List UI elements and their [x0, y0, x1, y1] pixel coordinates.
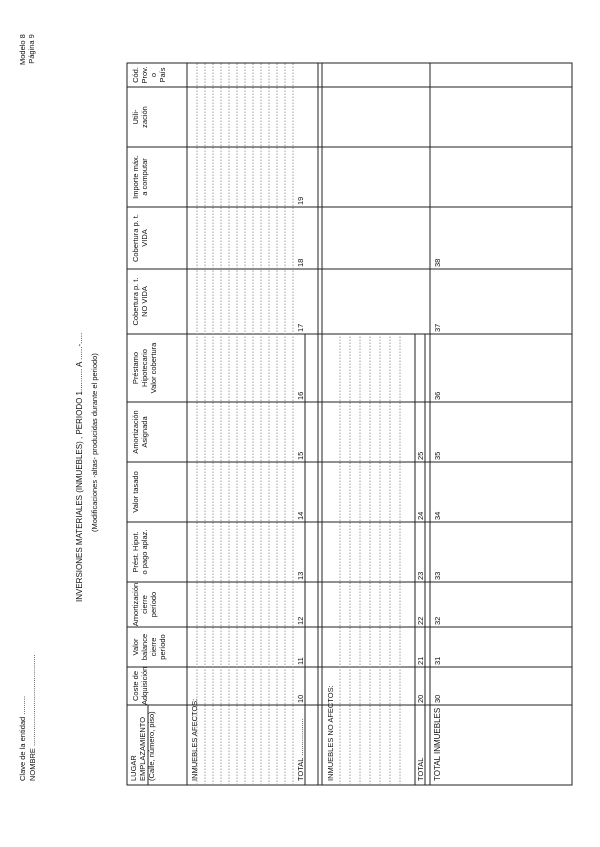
col-valor-tasado-header: Valor tasado: [131, 471, 140, 513]
row-number-12: 12: [296, 616, 305, 625]
row-number-20: 20: [416, 694, 425, 703]
total2-label: TOTAL: [416, 757, 425, 781]
row-number-11: 11: [296, 657, 305, 665]
col-amort-asignada-header: Amortización Asignada: [131, 410, 149, 454]
row-number-34: 34: [433, 511, 442, 520]
model-label: Modelo 8: [18, 34, 27, 65]
row-number-22: 22: [416, 616, 425, 625]
total1-label: TOTAL ..................: [296, 718, 305, 781]
section-afectos: INMUEBLES AFECTOS:: [190, 698, 199, 781]
col-prestamo-header: Préstamo Hipotecario Valor cobertura: [131, 342, 158, 394]
row-number-16: 16: [296, 391, 305, 400]
row-number-23: 23: [416, 571, 425, 580]
col-prest-hipot-header: Prést. Hipot. o pago aplaz.: [131, 529, 149, 575]
total-inmuebles-label: TOTAL INMUEBLES: [433, 707, 442, 781]
row-number-25: 25: [416, 451, 425, 460]
row-number-15: 15: [296, 451, 305, 460]
row-number-37: 37: [433, 323, 442, 332]
row-number-36: 36: [433, 391, 442, 400]
name-label: NOMBRE ............................................: [28, 654, 37, 781]
entity-label: Clave de la entidad .........: [18, 695, 27, 781]
row-number-38: 38: [433, 258, 442, 267]
row-number-33: 33: [433, 571, 442, 580]
form-title: INVERSIONES MATERIALES (INMUEBLES) , PERIODO 1.......... A ......-.....: [75, 332, 84, 602]
row-number-30: 30: [433, 694, 442, 703]
col-lugar-header: LUGAR EMPLAZAMIENTO (Calle, número, piso): [129, 711, 156, 781]
col-importe-header: Importe máx. a computar: [131, 155, 149, 199]
page-label: Página 9: [27, 34, 36, 64]
row-number-32: 32: [433, 616, 442, 625]
row-number-24: 24: [416, 511, 425, 520]
col-coste-header: Coste de Adquisición: [131, 666, 149, 705]
col-amort-cierre-header: Amortización cierre período: [131, 582, 158, 627]
row-number-19: 19: [296, 196, 305, 205]
col-cob-vida-header: Cobertura p. t. VIDA: [131, 214, 149, 262]
col-cob-no-vida-header: Cobertura p. t. NO VIDA: [131, 277, 149, 326]
row-number-10: 10: [296, 694, 305, 703]
section-no-afectos: INMUEBLES NO AFECTOS:: [326, 685, 335, 781]
row-number-17: 17: [296, 323, 305, 332]
row-number-14: 14: [296, 511, 305, 520]
row-number-13: 13: [296, 571, 305, 580]
col-valor-balance-header: Valor balance cierre período: [131, 633, 167, 661]
col-util-header: Utili- zación: [131, 106, 149, 128]
row-number-31: 31: [433, 656, 442, 665]
row-number-35: 35: [433, 451, 442, 460]
row-number-18: 18: [296, 258, 305, 267]
col-cod-header: Cód. Prov. o País: [131, 66, 167, 84]
form-subtitle: (Modificaciones -altas- producidas durante el periodo): [90, 353, 99, 532]
row-number-21: 21: [416, 656, 425, 665]
